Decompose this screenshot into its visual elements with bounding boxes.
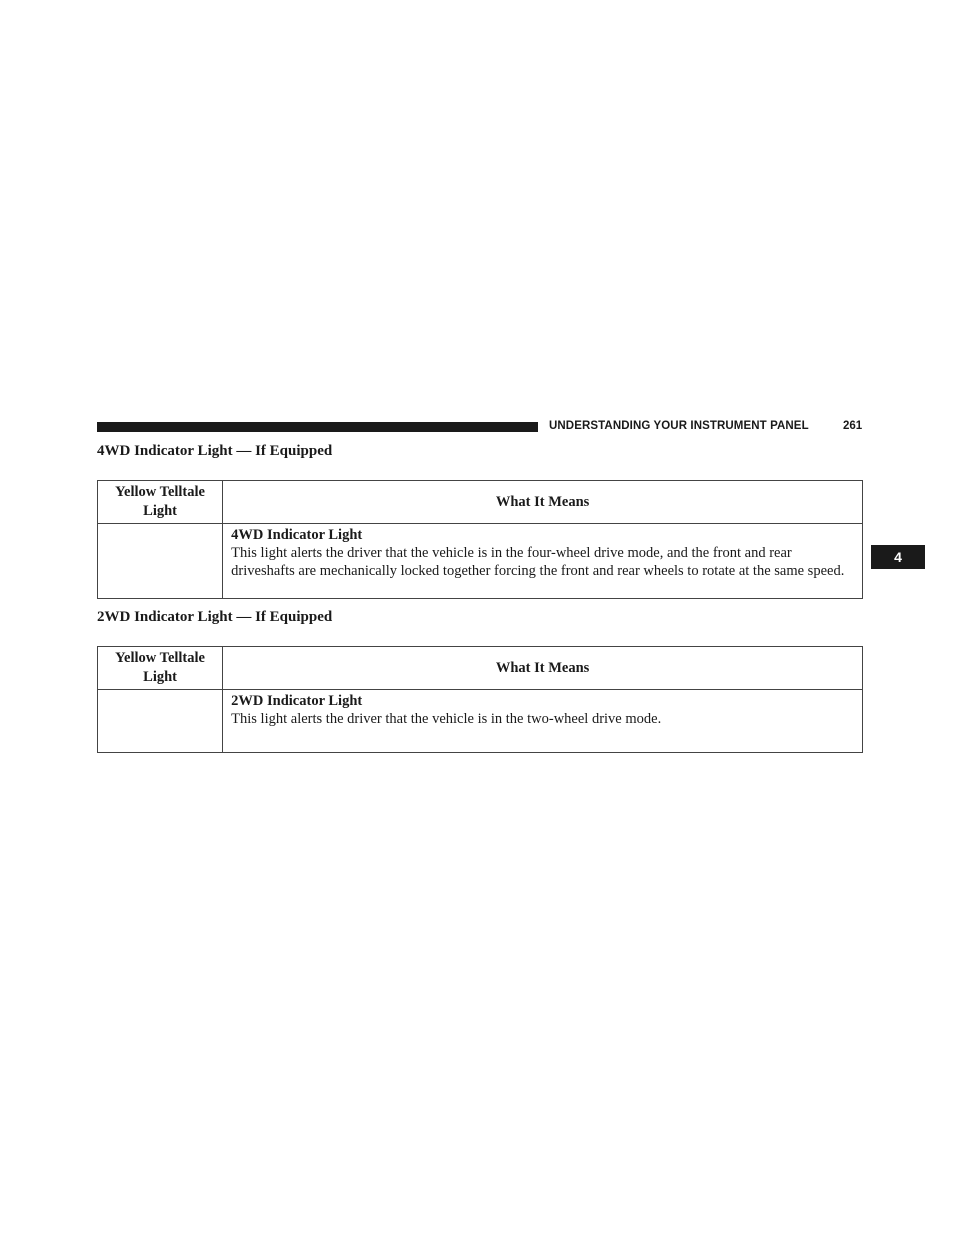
section-heading-2wd: 2WD Indicator Light — If Equipped (97, 609, 333, 625)
col-header-telltale: Yellow Telltale Light (98, 647, 223, 690)
telltale-cell (98, 690, 223, 753)
indicator-title: 4WD Indicator Light (231, 527, 363, 543)
table-header-row (98, 481, 863, 524)
col-header-meaning: What It Means (223, 481, 863, 524)
indicator-title: 2WD Indicator Light (231, 693, 363, 709)
meaning-cell (223, 690, 863, 753)
section-heading-4wd: 4WD Indicator Light — If Equipped (97, 443, 333, 459)
telltale-cell (98, 524, 223, 599)
meaning-cell (223, 524, 863, 599)
indicator-table-2wd (97, 646, 863, 753)
indicator-table-4wd (97, 480, 863, 599)
page-number: 261 (843, 420, 863, 432)
table-header-row (98, 647, 863, 690)
header-rule (97, 422, 538, 432)
col-header-telltale: Yellow Telltale Light (98, 481, 223, 524)
table-row (98, 690, 863, 753)
chapter-tab: 4 (871, 545, 925, 569)
running-header: UNDERSTANDING YOUR INSTRUMENT PANEL (549, 420, 809, 432)
indicator-description: This light alerts the driver that the vehicle is in the two-wheel drive mode. (231, 711, 662, 727)
col-header-meaning: What It Means (223, 647, 863, 690)
indicator-description: This light alerts the driver that the vehicle is in the four-wheel drive mode, and the front and rear driveshafts are mechanically locked together forcing the front and rear wheels to rotate at the same speed. (231, 545, 845, 579)
table-row (98, 524, 863, 599)
